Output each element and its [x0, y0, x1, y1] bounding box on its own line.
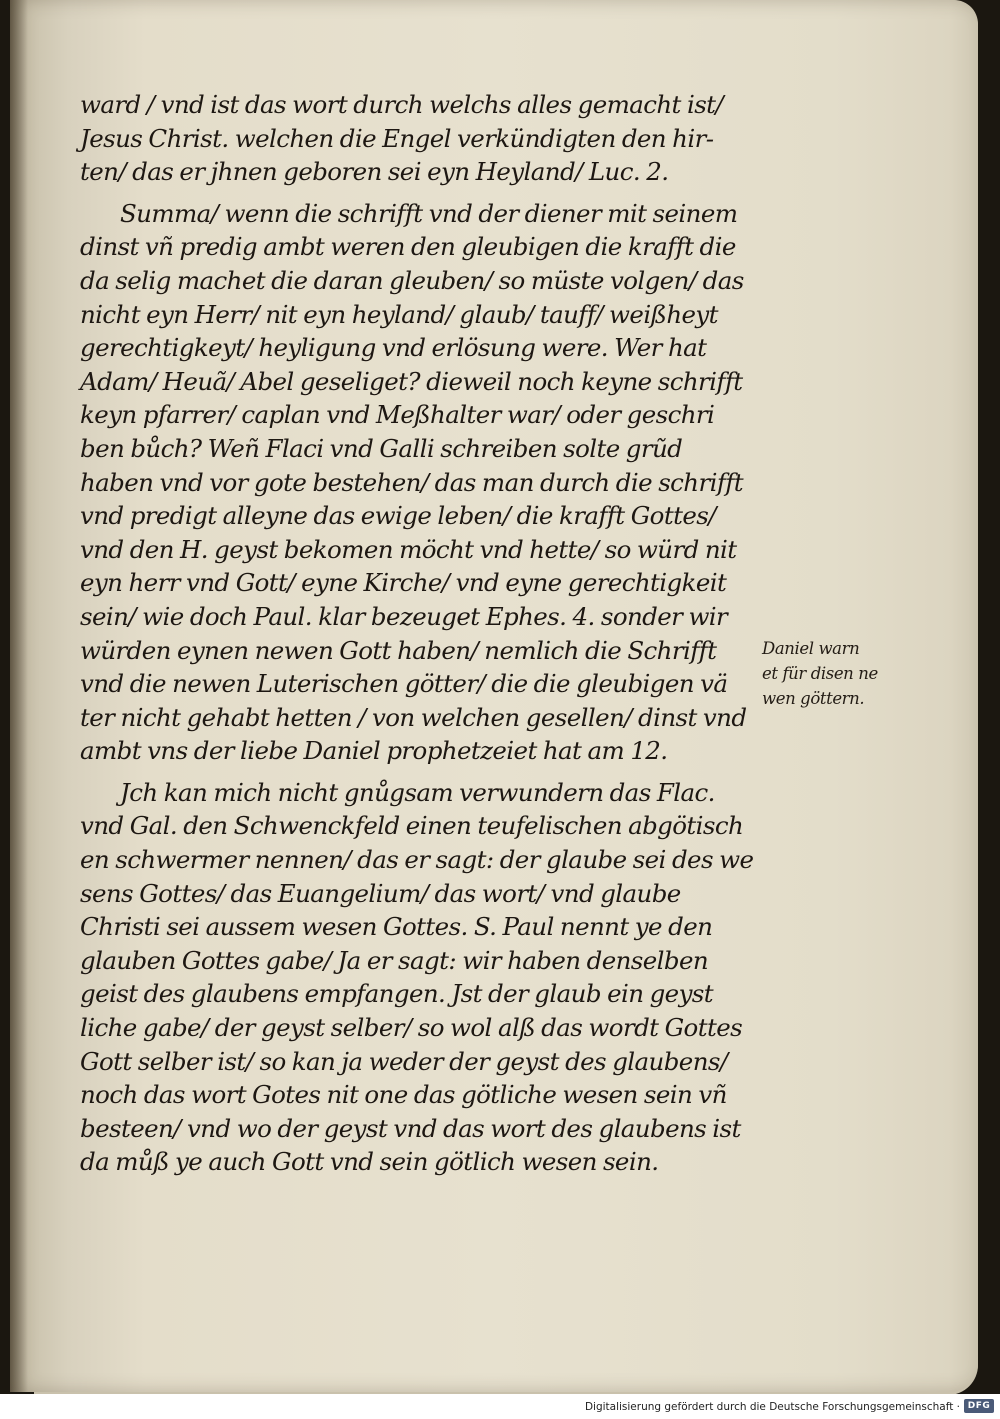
text-line: sens Gottes/ das Euangelium/ das wort/ vnd glaube [80, 878, 681, 908]
text-line: vnd Gal. den Schwenckfeld einen teufelischen abgötisch [80, 811, 744, 841]
text-line: eyn herr vnd Gott/ eyne Kirche/ vnd eyne gerechtigkeit [80, 568, 727, 598]
text-line: gerechtigkeyt/ heyligung vnd erlösung were. Wer hat [80, 333, 707, 363]
text-line: nicht eyn Herr/ nit eyn heyland/ glaub/ tauff/ weißheyt [80, 299, 718, 329]
text-line: Christi sei aussem wesen Gottes. S. Paul nennt ye den [80, 912, 713, 942]
text-line: da selig machet die daran gleuben/ so müste volgen/ das [80, 265, 744, 295]
paragraph-2 [80, 197, 800, 768]
text-line: Jch kan mich nicht gnůgsam verwundern das Flac. [120, 777, 715, 807]
main-text [80, 88, 800, 1179]
text-line: Summa/ wenn die schrifft vnd der diener mit seinem [120, 198, 738, 228]
text-line: noch das wort Gotes nit one das götliche wesen sein vñ [80, 1080, 727, 1110]
funding-credit: Digitalisierung gefördert durch die Deutsche Forschungsgemeinschaft · [584, 1401, 960, 1413]
text-line: vnd die newen Luterischen götter/ die die gleubigen vä [80, 669, 728, 699]
dfg-logo-icon: DFG [964, 1399, 994, 1413]
margin-note-line: wen göttern. [762, 689, 865, 708]
text-line: vnd predigt alleyne das ewige leben/ die krafft Gottes/ [80, 501, 716, 531]
text-line: Jesus Christ. welchen die Engel verkündigten den hir- [80, 123, 714, 153]
text-line: ten/ das er jhnen geboren sei eyn Heyland/ Luc. 2. [80, 157, 669, 187]
text-line: en schwermer nennen/ das er sagt: der glaube sei des we [80, 845, 754, 875]
text-line: keyn pfarrer/ caplan vnd Meßhalter war/ oder geschri [80, 400, 715, 430]
margin-note-line: et für disen ne [762, 664, 878, 683]
margin-note [762, 636, 922, 711]
book-gutter [10, 0, 28, 1392]
paragraph-3 [80, 776, 800, 1179]
text-line: ter nicht gehabt hetten / von welchen gesellen/ dinst vnd [80, 702, 747, 732]
margin-note-line: Daniel warn [762, 639, 860, 658]
text-line: glauben Gottes gabe/ Ja er sagt: wir haben denselben [80, 945, 709, 975]
text-line: Gott selber ist/ so kan ja weder der geyst des glaubens/ [80, 1046, 728, 1076]
scanned-page [10, 0, 978, 1392]
text-line: da můß ye auch Gott vnd sein götlich wesen sein. [80, 1147, 659, 1177]
text-line: ward / vnd ist das wort durch welchs alles gemacht ist/ [80, 90, 724, 119]
text-line: sein/ wie doch Paul. klar bezeuget Ephes. 4. sonder wir [80, 601, 728, 631]
text-line: würden eynen newen Gott haben/ nemlich die Schrifft [80, 635, 717, 665]
paragraph-1 [80, 88, 800, 189]
text-line: besteen/ vnd wo der geyst vnd das wort des glaubens ist [80, 1113, 741, 1143]
text-line: Adam/ Heuã/ Abel geseliget? dieweil noch keyne schrifft [80, 366, 743, 396]
text-line: geist des glaubens empfangen. Jst der glaub ein geyst [80, 979, 714, 1009]
text-line: dinst vñ predig ambt weren den gleubigen die krafft die [80, 232, 736, 262]
text-line: liche gabe/ der geyst selber/ so wol alß das wordt Gottes [80, 1013, 743, 1043]
footer-bar [0, 1394, 1000, 1419]
text-line: vnd den H. geyst bekomen möcht vnd hette/ so würd nit [80, 534, 737, 564]
text-line: ambt vns der liebe Daniel prophetzeiet hat am 12. [80, 736, 668, 766]
text-line: ben bůch? Weñ Flaci vnd Galli schreiben solte grũd [80, 433, 683, 463]
text-line: haben vnd vor gote bestehen/ das man durch die schrifft [80, 467, 744, 497]
